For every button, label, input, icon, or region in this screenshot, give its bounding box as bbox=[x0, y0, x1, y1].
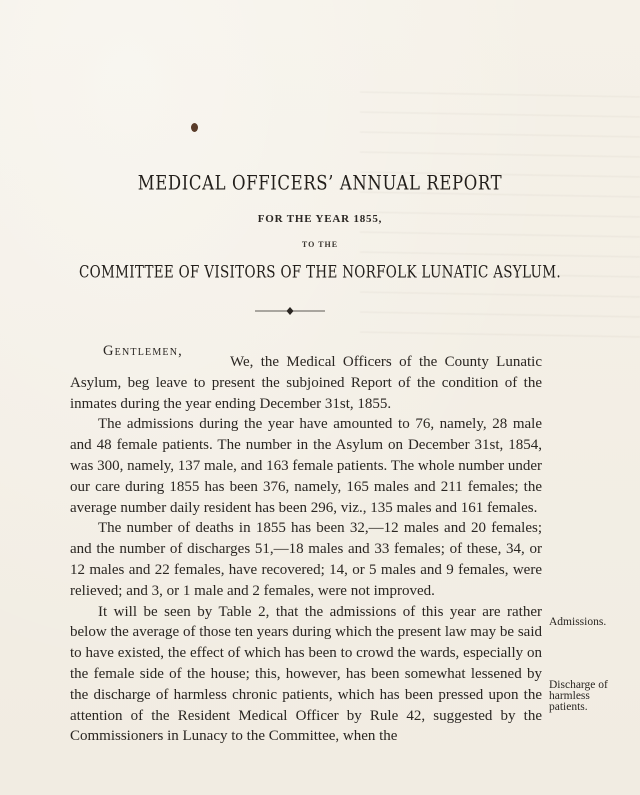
ink-blot bbox=[191, 123, 198, 132]
report-title: MEDICAL OFFICERS’ ANNUAL REPORT bbox=[137, 172, 503, 195]
show-through-text bbox=[360, 78, 640, 343]
report-year: FOR THE YEAR 1855, bbox=[257, 213, 383, 225]
paragraph-deaths: The number of deaths in 1855 has been 32,—12 males and 20 females; and the number of discharges 51,—18 males and 33 females; of these, 34, or 12 males and 22 females, have recovered; 14, or 5 males and 9 females, were relieved; and 3, or 1 male and 2 females, were not improved. bbox=[70, 520, 542, 599]
margin-note-admissions: Admissions. bbox=[549, 616, 607, 628]
margin-note-discharge-line2: harmless bbox=[549, 690, 590, 702]
margin-note-discharge-line3: patients. bbox=[549, 701, 588, 713]
report-body bbox=[70, 352, 542, 747]
paragraph-admissions: The admissions during the year have amounted to 76, namely, 28 male and 48 female patients. The number in the Asylum on December 31st, 1854, was 300, namely, 137 male, and 163 female patients. The whole number under our care during 1855 has been 376, namely, 165 males and 211 females; the average number daily resident has been 296, viz., 135 males and 161 females. bbox=[70, 416, 542, 516]
ornamental-rule bbox=[255, 306, 325, 316]
paragraph-intro: We, the Medical Officers of the County Lunatic Asylum, beg leave to present the subjoined Report of the condition of the inmates during the year ending December 31st, 1855. bbox=[70, 354, 542, 412]
margin-note-discharge-line1: Discharge of bbox=[549, 679, 608, 691]
committee-heading: COMMITTEE OF VISITORS OF THE NORFOLK LUNATIC ASYLUM. bbox=[79, 263, 561, 283]
paragraph-table: It will be seen by Table 2, that the admissions of this year are rather below the average of those ten years during which the present law may be said to have existed, the effect of which has been to crowd the wards, especially on the female side of the house; this, however, has been somewhat lessened by the discharge of harmless chronic patients, which has been pressed upon the attention of the Resident Medical Officer by Rule 42, suggested by the Commissioners in Lunacy to the Committee, when the bbox=[70, 603, 542, 745]
margin-note-discharge bbox=[549, 680, 608, 713]
salutation: Gentlemen, bbox=[103, 343, 183, 359]
to-the-line: TO THE bbox=[301, 240, 339, 249]
